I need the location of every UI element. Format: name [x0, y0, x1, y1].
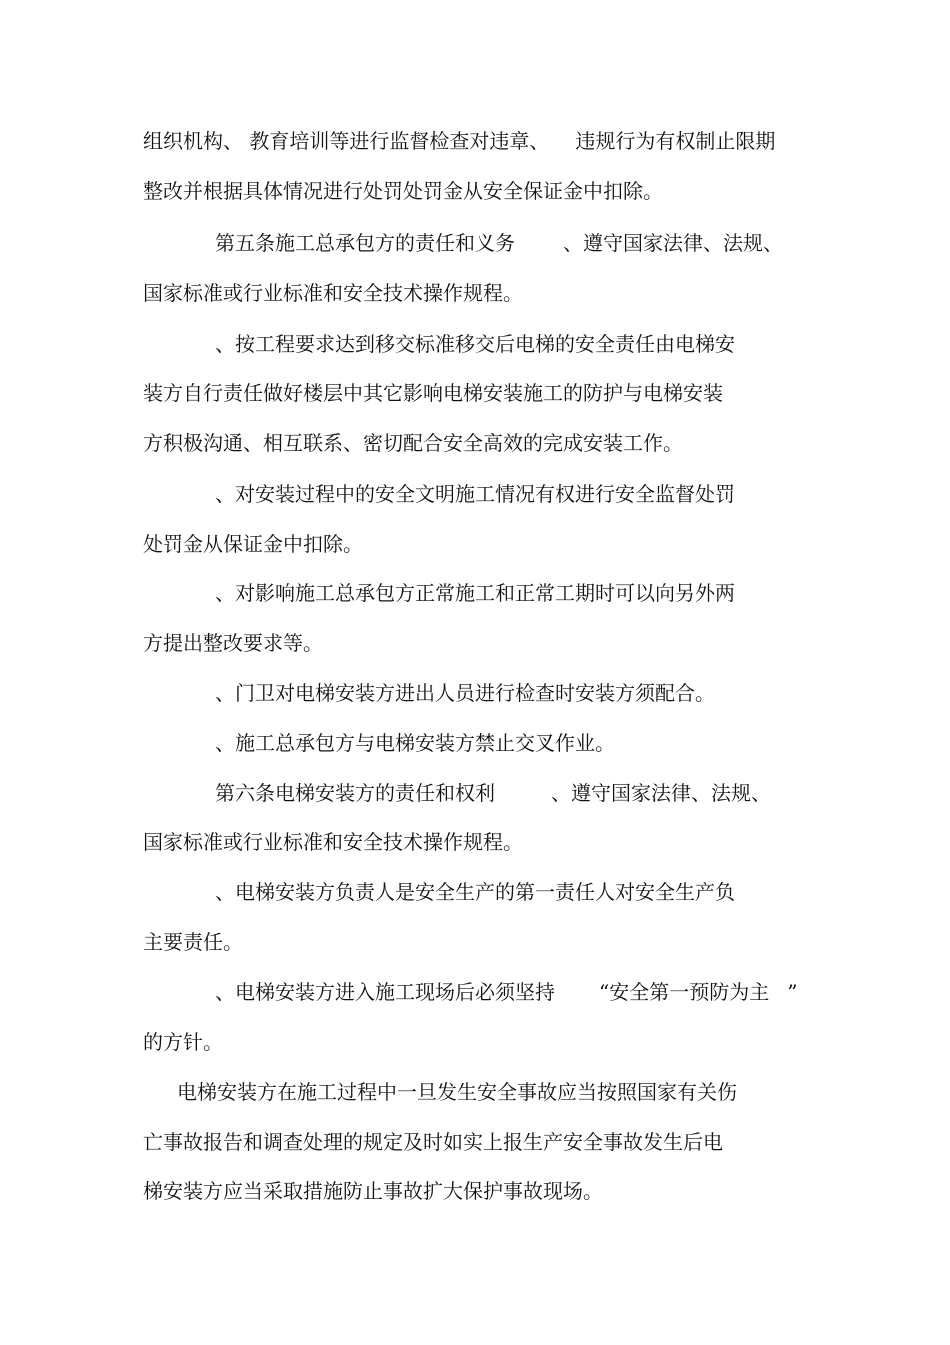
text-span: 、按工程要求达到移交标准移交后电梯的安全责任由电梯安: [215, 332, 735, 356]
text-span: 国家标准或行业标准和安全技术操作规程。: [143, 830, 523, 854]
text-span: 电梯安装方在施工过程中一旦发生安全事故应当按照国家有关伤: [177, 1080, 737, 1104]
text-line-6: [143, 378, 723, 408]
text-span: 亡事故报告和调查处理的规定及时如实上报生产安全事故发生后电: [143, 1130, 723, 1154]
text-line-20: [177, 1077, 737, 1107]
text-line-2: [143, 176, 663, 206]
text-span: 组织机构、 教育培训等进行监督检查对违章、: [143, 129, 550, 153]
text-line-15: [143, 827, 523, 857]
text-line-13: [215, 728, 615, 758]
text-span: 整改并根据具体情况进行处罚处罚金从安全保证金中扣除。: [143, 179, 663, 203]
text-line-7: [143, 428, 683, 458]
text-span: ”: [787, 980, 798, 1004]
text-span: 方提出整改要求等。: [143, 631, 323, 655]
section-5-heading: [215, 228, 783, 258]
text-line-9: [143, 529, 363, 559]
text-line-16: [215, 877, 735, 907]
text-line-12: [215, 678, 715, 708]
text-span: 、对安装过程中的安全文明施工情况有权进行安全监督处罚: [215, 482, 735, 506]
text-span: 第五条施工总承包方的责任和义务: [215, 231, 515, 255]
text-line-22: [143, 1176, 603, 1206]
text-span: 装方自行责任做好楼层中其它影响电梯安装施工的防护与电梯安装: [143, 381, 723, 405]
text-line-5: [215, 329, 735, 359]
text-line-17: [143, 927, 243, 957]
text-span: 方积极沟通、相互联系、密切配合安全高效的完成安装工作。: [143, 431, 683, 455]
text-span: 的方针。: [143, 1030, 223, 1054]
text-line-21: [143, 1127, 723, 1157]
text-line-10: [215, 578, 735, 608]
text-span: 、遵守国家法律、法规、: [551, 781, 771, 805]
text-span: “安全第一预防为主: [599, 980, 770, 1004]
text-span: 、电梯安装方负责人是安全生产的第一责任人对安全生产负: [215, 880, 735, 904]
text-span: 、电梯安装方进入施工现场后必须坚持: [215, 980, 555, 1004]
text-span: 第六条电梯安装方的责任和权利: [215, 781, 495, 805]
text-span: 梯安装方应当采取措施防止事故扩大保护事故现场。: [143, 1179, 603, 1203]
text-line-19: [143, 1027, 223, 1057]
text-span: 、对影响施工总承包方正常施工和正常工期时可以向另外两: [215, 581, 735, 605]
text-span: 国家标准或行业标准和安全技术操作规程。: [143, 281, 523, 305]
text-line-18: [215, 977, 797, 1007]
text-span: 主要责任。: [143, 930, 243, 954]
text-span: 违规行为有权制止限期: [575, 129, 776, 153]
text-line-1: [143, 126, 775, 156]
section-6-heading: [215, 778, 771, 808]
text-line-8: [215, 479, 735, 509]
text-span: 处罚金从保证金中扣除。: [143, 532, 363, 556]
text-line-11: [143, 628, 323, 658]
text-span: 、门卫对电梯安装方进出人员进行检查时安装方须配合。: [215, 681, 715, 705]
text-span: 、施工总承包方与电梯安装方禁止交叉作业。: [215, 731, 615, 755]
text-line-4: [143, 278, 523, 308]
text-span: 、遵守国家法律、法规、: [563, 231, 783, 255]
